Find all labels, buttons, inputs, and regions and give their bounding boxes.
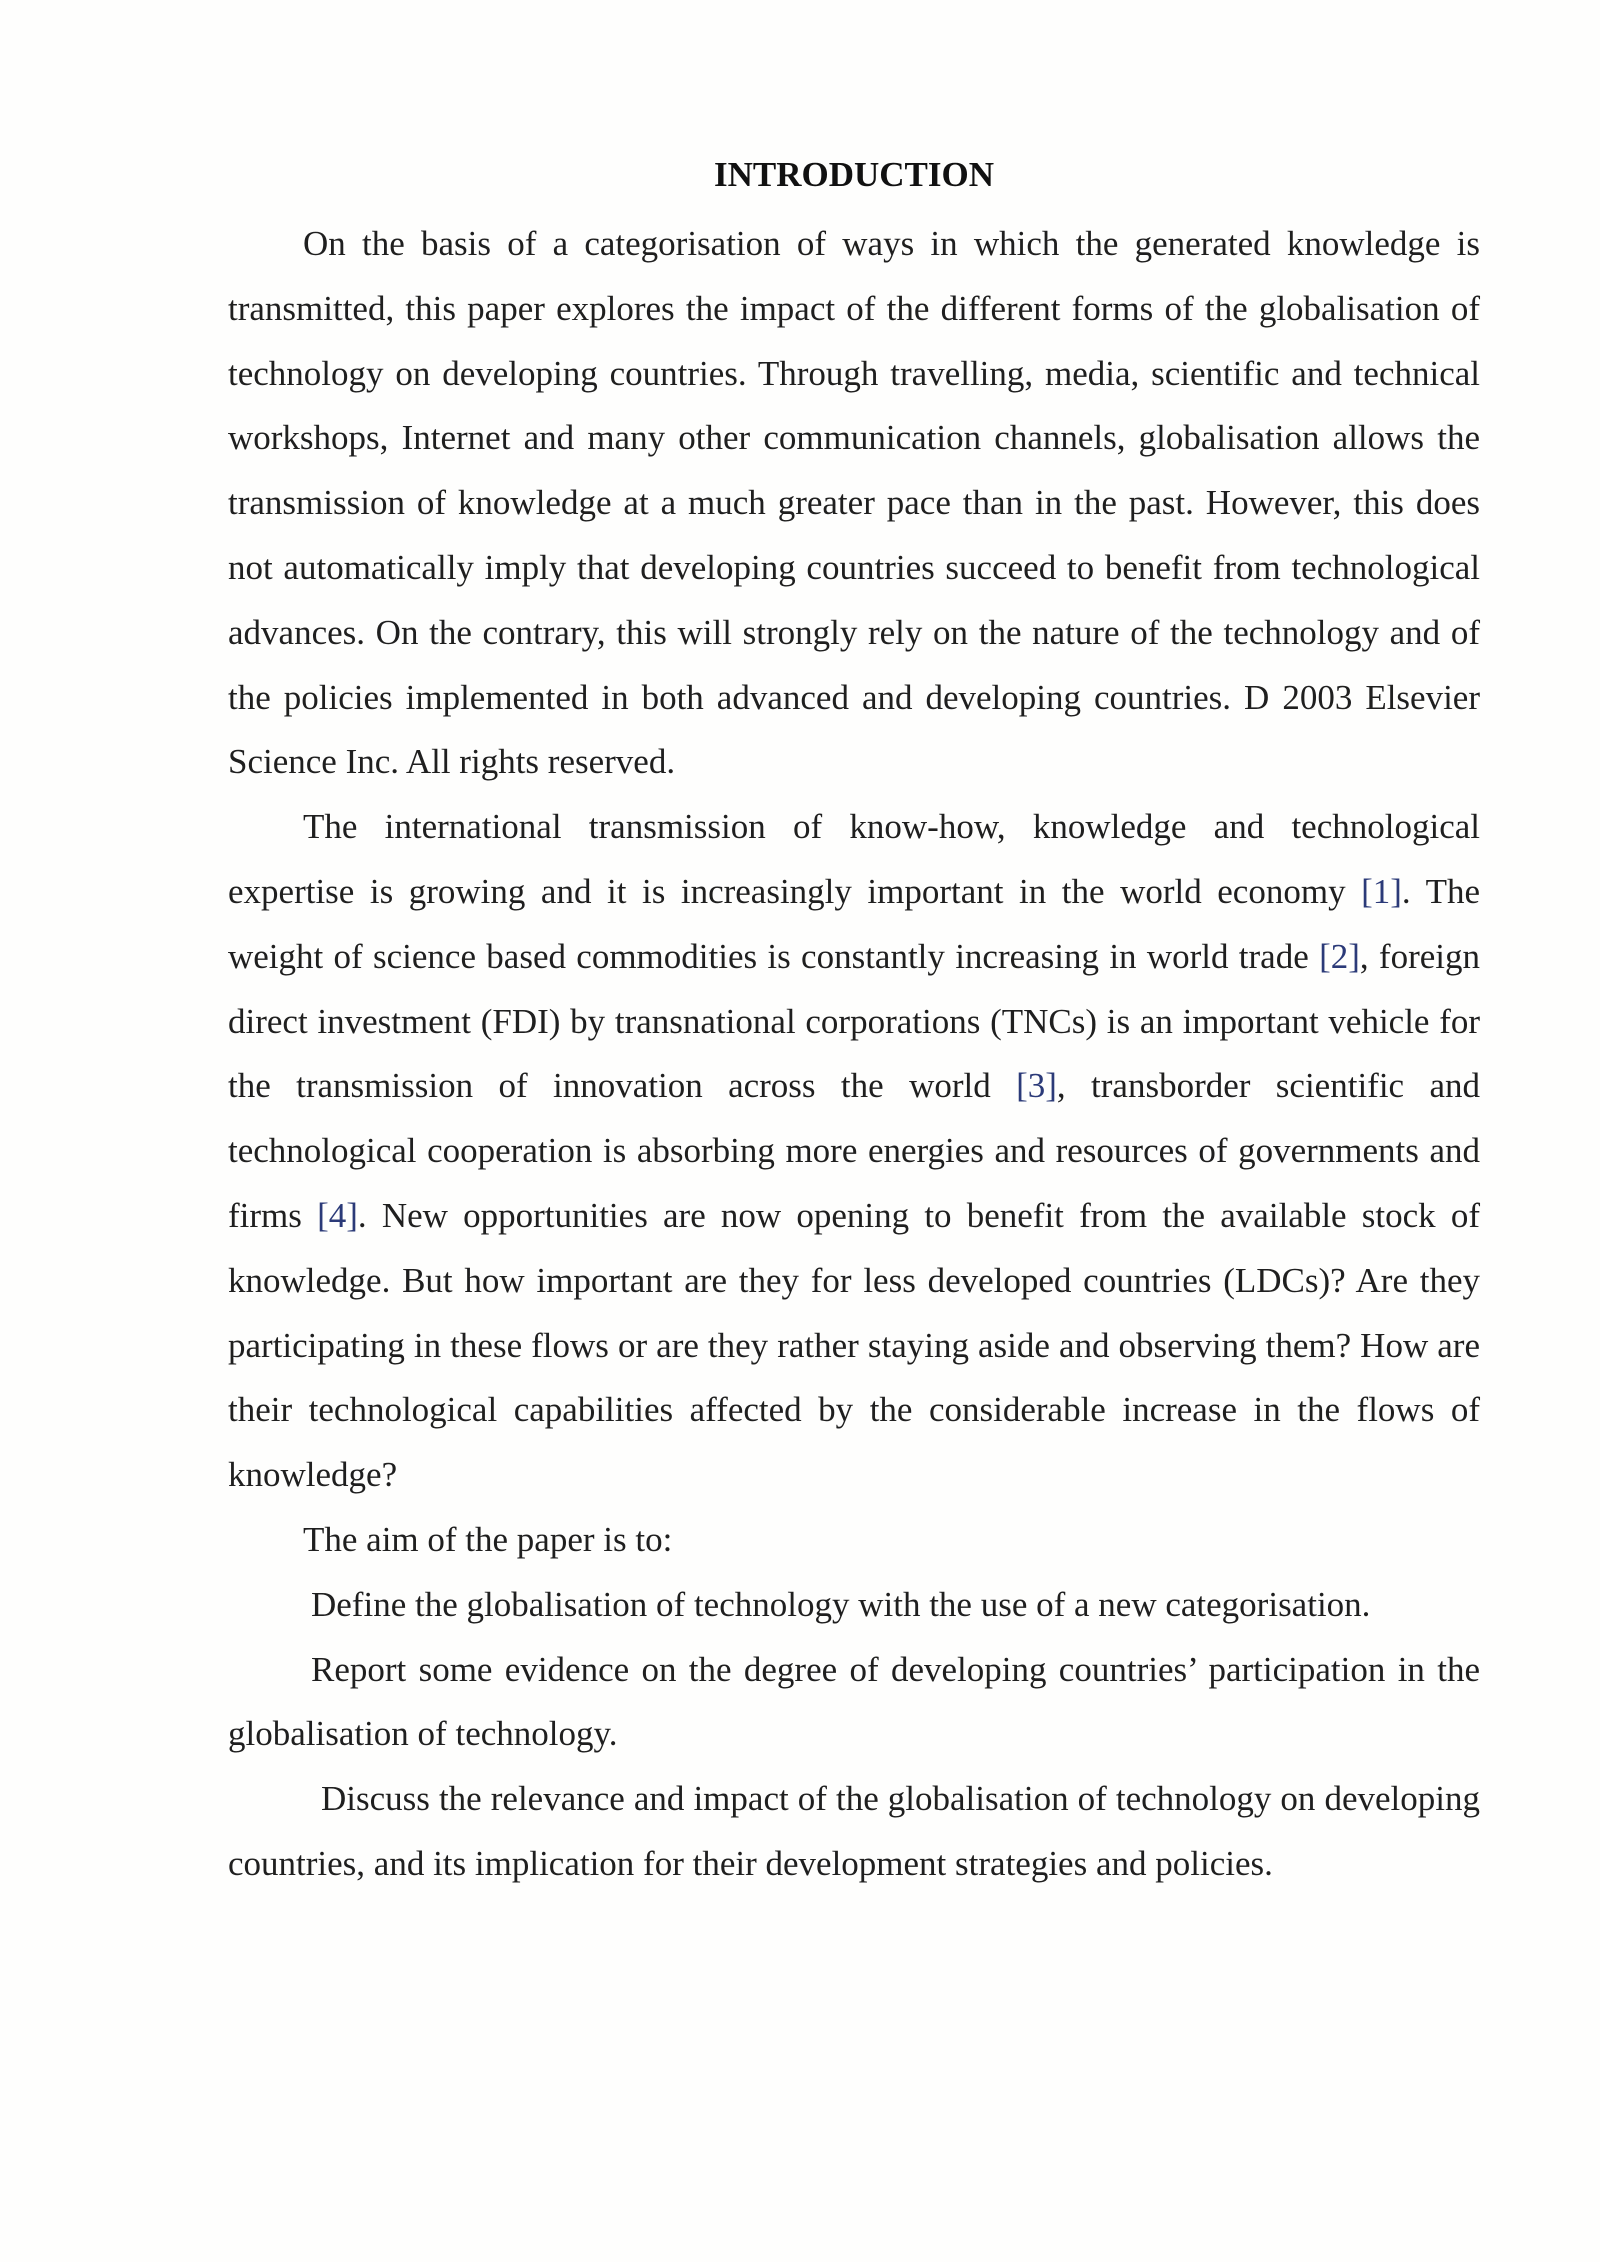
aim-item: Define the globalisation of technology with the use of a new categorisation.: [311, 1584, 1371, 1624]
paragraph-text: , transborder scientific and technological cooperation is absorbing more energies and resources of governments and firms: [228, 1066, 1480, 1235]
paragraph-abstract: On the basis of a categorisation of ways in which the generated knowledge is transmitted, this paper explores the impact of the different forms of the globalisation of technology on developing countries. Through travelling, media, scientific and technical workshops, Internet and many other communication channels, globalisation allows the transmission of knowledge at a much greater pace than in the past. However, this does not automatically imply that developing countries succeed to benefit from technological advances. On the contrary, this will strongly rely on the nature of the technology and of the policies implemented in both advanced and developing countries. D 2003 Elsevier Science Inc. All rights reserved.: [228, 224, 1480, 782]
citation-link[interactable]: [3]: [1016, 1066, 1057, 1106]
paragraph-context: [228, 795, 1480, 1508]
citation-link[interactable]: [1]: [1361, 871, 1402, 911]
citation-link[interactable]: [4]: [317, 1195, 358, 1235]
aim-intro: The aim of the paper is to:: [303, 1519, 673, 1559]
section-heading: INTRODUCTION: [713, 155, 995, 194]
paragraph-text: . New opportunities are now opening to benefit from the available stock of knowledge. But how important are they for less developed countries (LDCs)? Are they participating in these flows or are they rather staying aside and observing them? How are their technological capabilities affected by the considerable increase in the flows of knowledge?: [228, 1195, 1480, 1495]
citation-link[interactable]: [2]: [1319, 936, 1360, 976]
aim-item: Discuss the relevance and impact of the globalisation of technology on developing countries, and its implication for their development strategies and policies.: [228, 1779, 1480, 1883]
paragraph-text: . The weight of science based commodities is constantly increasing in world trade: [228, 871, 1480, 976]
paragraph-text: The international transmission of know-how, knowledge and technological expertise is growing and it is increasingly important in the world economy: [228, 807, 1480, 911]
document-body: [228, 148, 1480, 1897]
aim-item: Report some evidence on the degree of developing countries’ participation in the globalisation of technology.: [228, 1649, 1480, 1754]
paragraph-text: , foreign direct investment (FDI) by transnational corporations (TNCs) is an important vehicle for the transmission of innovation across the world: [228, 936, 1480, 1106]
